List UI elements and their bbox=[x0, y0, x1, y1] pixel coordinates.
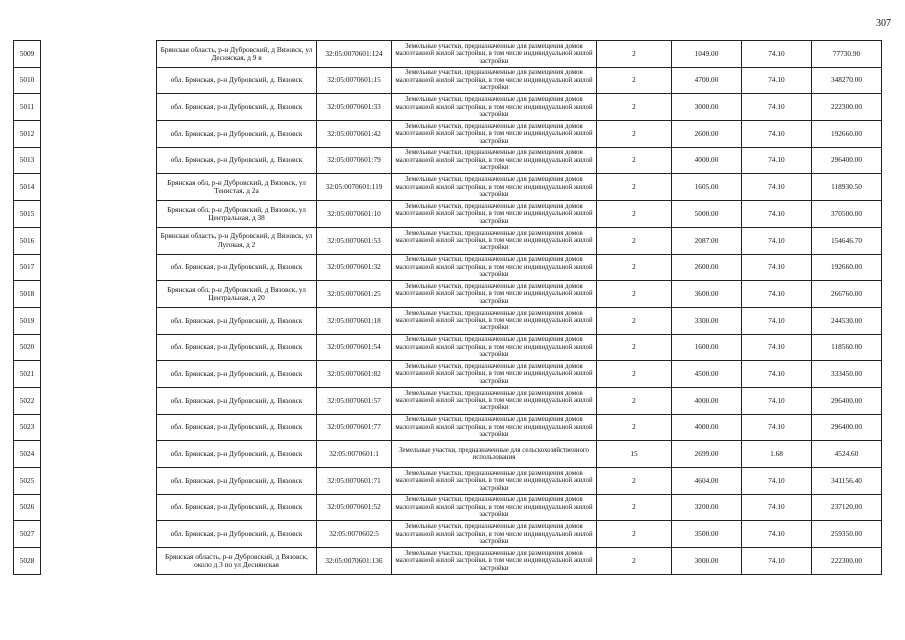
specific-value-cell: 74.10 bbox=[742, 94, 812, 121]
row-number-cell: 5010 bbox=[14, 67, 41, 94]
category-cell: 2 bbox=[597, 121, 672, 148]
cadastral-value-cell: 266760.00 bbox=[812, 281, 882, 308]
cadastral-number-cell: 32:05:0070601:15 bbox=[317, 67, 392, 94]
cadastral-number-cell: 32:05:0070601:33 bbox=[317, 94, 392, 121]
cadastral-number-cell: 32:05:0070602:5 bbox=[317, 521, 392, 548]
table-row bbox=[14, 281, 882, 308]
category-cell: 2 bbox=[597, 387, 672, 414]
cadastral-number-cell: 32:05:0070601:124 bbox=[317, 41, 392, 68]
cadastral-value-cell: 192660.00 bbox=[812, 121, 882, 148]
spacer-cell bbox=[41, 201, 157, 228]
cadastral-value-cell: 296400.00 bbox=[812, 147, 882, 174]
table-row bbox=[14, 521, 882, 548]
category-cell: 15 bbox=[597, 441, 672, 468]
address-cell: обл. Брянская, р-н Дубровский, д. Вязовск bbox=[157, 521, 317, 548]
address-cell: Брянская обл, р-н Дубровский, д Вязовск, ул Центральная, д 38 bbox=[157, 201, 317, 228]
specific-value-cell: 74.10 bbox=[742, 468, 812, 495]
land-use-cell: Земельные участки, предназначенные для размещения домов малоэтажной жилой застройки, в том числе индивидуальной жилой застройки bbox=[392, 201, 597, 228]
row-number-cell: 5012 bbox=[14, 121, 41, 148]
area-cell: 4000.00 bbox=[672, 147, 742, 174]
address-cell: Брянская область, р-н Дубровский, д Вязовск, ул Луговая, д 2 bbox=[157, 227, 317, 254]
land-use-cell: Земельные участки, предназначенные для размещения домов малоэтажной жилой застройки, в том числе индивидуальной жилой застройки bbox=[392, 254, 597, 281]
cadastral-number-cell: 32:05:0070601:77 bbox=[317, 414, 392, 441]
cadastral-number-cell: 32:05:0070601:1 bbox=[317, 441, 392, 468]
row-number-cell: 5026 bbox=[14, 494, 41, 521]
cadastral-number-cell: 32:05:0070601:71 bbox=[317, 468, 392, 495]
cadastral-value-cell: 259350.00 bbox=[812, 521, 882, 548]
spacer-cell bbox=[41, 67, 157, 94]
land-use-cell: Земельные участки, предназначенные для размещения домов малоэтажной жилой застройки, в том числе индивидуальной жилой застройки bbox=[392, 548, 597, 575]
land-use-cell: Земельные участки, предназначенные для размещения домов малоэтажной жилой застройки, в том числе индивидуальной жилой застройки bbox=[392, 227, 597, 254]
cadastral-value-cell: 222300.00 bbox=[812, 548, 882, 575]
address-cell: обл. Брянская, р-н Дубровский, д. Вязовск bbox=[157, 94, 317, 121]
area-cell: 4604.00 bbox=[672, 468, 742, 495]
land-use-cell: Земельные участки, предназначенные для размещения домов малоэтажной жилой застройки, в том числе индивидуальной жилой застройки bbox=[392, 281, 597, 308]
land-use-cell: Земельные участки, предназначенные для сельскохозяйственного использования bbox=[392, 441, 597, 468]
specific-value-cell: 74.10 bbox=[742, 67, 812, 94]
spacer-cell bbox=[41, 334, 157, 361]
row-number-cell: 5018 bbox=[14, 281, 41, 308]
specific-value-cell: 74.10 bbox=[742, 494, 812, 521]
category-cell: 2 bbox=[597, 201, 672, 228]
area-cell: 3600.00 bbox=[672, 281, 742, 308]
address-cell: обл. Брянская, р-н Дубровский, д. Вязовск bbox=[157, 334, 317, 361]
category-cell: 2 bbox=[597, 521, 672, 548]
category-cell: 2 bbox=[597, 361, 672, 388]
cadastral-value-cell: 77730.90 bbox=[812, 41, 882, 68]
category-cell: 2 bbox=[597, 414, 672, 441]
table-row bbox=[14, 387, 882, 414]
address-cell: Брянская обл, р-н Дубровский, д Вязовск, ул Тенистая, д 2а bbox=[157, 174, 317, 201]
row-number-cell: 5009 bbox=[14, 41, 41, 68]
row-number-cell: 5011 bbox=[14, 94, 41, 121]
specific-value-cell: 74.10 bbox=[742, 174, 812, 201]
land-use-cell: Земельные участки, предназначенные для размещения домов малоэтажной жилой застройки, в том числе индивидуальной жилой застройки bbox=[392, 121, 597, 148]
category-cell: 2 bbox=[597, 67, 672, 94]
area-cell: 3300.00 bbox=[672, 307, 742, 334]
table-row bbox=[14, 307, 882, 334]
cadastral-value-cell: 154646.70 bbox=[812, 227, 882, 254]
category-cell: 2 bbox=[597, 307, 672, 334]
category-cell: 2 bbox=[597, 94, 672, 121]
page-number: 307 bbox=[876, 18, 891, 29]
category-cell: 2 bbox=[597, 227, 672, 254]
cadastral-number-cell: 32:05:0070601:10 bbox=[317, 201, 392, 228]
specific-value-cell: 74.10 bbox=[742, 41, 812, 68]
area-cell: 1605.00 bbox=[672, 174, 742, 201]
area-cell: 3000.00 bbox=[672, 548, 742, 575]
specific-value-cell: 74.10 bbox=[742, 254, 812, 281]
specific-value-cell: 74.10 bbox=[742, 121, 812, 148]
table-row bbox=[14, 468, 882, 495]
row-number-cell: 5024 bbox=[14, 441, 41, 468]
area-cell: 1600.00 bbox=[672, 334, 742, 361]
address-cell: Брянская обл, р-н Дубровский, д Вязовск, ул Центральная, д 20 bbox=[157, 281, 317, 308]
address-cell: обл. Брянская, р-н Дубровский, д. Вязовск bbox=[157, 254, 317, 281]
row-number-cell: 5021 bbox=[14, 361, 41, 388]
land-use-cell: Земельные участки, предназначенные для размещения домов малоэтажной жилой застройки, в том числе индивидуальной жилой застройки bbox=[392, 147, 597, 174]
table-row bbox=[14, 334, 882, 361]
address-cell: обл. Брянская, р-н Дубровский, д. Вязовск bbox=[157, 121, 317, 148]
cadastral-value-cell: 192660.00 bbox=[812, 254, 882, 281]
cadastral-number-cell: 32:05:0070601:53 bbox=[317, 227, 392, 254]
area-cell: 2600.00 bbox=[672, 121, 742, 148]
cadastral-value-cell: 296400.00 bbox=[812, 387, 882, 414]
spacer-cell bbox=[41, 94, 157, 121]
land-use-cell: Земельные участки, предназначенные для размещения домов малоэтажной жилой застройки, в том числе индивидуальной жилой застройки bbox=[392, 414, 597, 441]
specific-value-cell: 74.10 bbox=[742, 281, 812, 308]
area-cell: 2087.00 bbox=[672, 227, 742, 254]
spacer-cell bbox=[41, 468, 157, 495]
row-number-cell: 5022 bbox=[14, 387, 41, 414]
cadastral-value-cell: 118930.50 bbox=[812, 174, 882, 201]
table-row bbox=[14, 227, 882, 254]
row-number-cell: 5020 bbox=[14, 334, 41, 361]
row-number-cell: 5027 bbox=[14, 521, 41, 548]
address-cell: обл. Брянская, р-н Дубровский, д. Вязовск bbox=[157, 307, 317, 334]
address-cell: обл. Брянская, р-н Дубровский, д. Вязовск bbox=[157, 414, 317, 441]
table-row bbox=[14, 67, 882, 94]
cadastral-value-table bbox=[13, 40, 882, 575]
area-cell: 2699.00 bbox=[672, 441, 742, 468]
row-number-cell: 5025 bbox=[14, 468, 41, 495]
area-cell: 3500.00 bbox=[672, 521, 742, 548]
spacer-cell bbox=[41, 521, 157, 548]
row-number-cell: 5019 bbox=[14, 307, 41, 334]
cadastral-number-cell: 32:05:0070601:57 bbox=[317, 387, 392, 414]
area-cell: 2600.00 bbox=[672, 254, 742, 281]
table-row bbox=[14, 201, 882, 228]
cadastral-number-cell: 32:05:0070601:52 bbox=[317, 494, 392, 521]
specific-value-cell: 74.10 bbox=[742, 307, 812, 334]
cadastral-number-cell: 32:05:0070601:82 bbox=[317, 361, 392, 388]
spacer-cell bbox=[41, 548, 157, 575]
table-row bbox=[14, 414, 882, 441]
area-cell: 1049.00 bbox=[672, 41, 742, 68]
spacer-cell bbox=[41, 414, 157, 441]
table-row bbox=[14, 121, 882, 148]
address-cell: обл. Брянская, р-н Дубровский, д. Вязовск bbox=[157, 441, 317, 468]
spacer-cell bbox=[41, 307, 157, 334]
area-cell: 4000.00 bbox=[672, 387, 742, 414]
specific-value-cell: 74.10 bbox=[742, 548, 812, 575]
spacer-cell bbox=[41, 494, 157, 521]
area-cell: 5000.00 bbox=[672, 201, 742, 228]
cadastral-value-cell: 222300.00 bbox=[812, 94, 882, 121]
table-row bbox=[14, 361, 882, 388]
cadastral-number-cell: 32:05:0070601:25 bbox=[317, 281, 392, 308]
area-cell: 3000.00 bbox=[672, 94, 742, 121]
cadastral-value-cell: 118560.00 bbox=[812, 334, 882, 361]
spacer-cell bbox=[41, 227, 157, 254]
cadastral-number-cell: 32:05:0070601:18 bbox=[317, 307, 392, 334]
row-number-cell: 5016 bbox=[14, 227, 41, 254]
spacer-cell bbox=[41, 387, 157, 414]
cadastral-value-cell: 370500.00 bbox=[812, 201, 882, 228]
specific-value-cell: 74.10 bbox=[742, 414, 812, 441]
address-cell: Брянская область, р-н Дубровский, д Вязовск, около д 3 по ул Деснянская bbox=[157, 548, 317, 575]
category-cell: 2 bbox=[597, 334, 672, 361]
address-cell: обл. Брянская, р-н Дубровский, д. Вязовск bbox=[157, 494, 317, 521]
cadastral-value-cell: 333450.00 bbox=[812, 361, 882, 388]
cadastral-number-cell: 32:05:0070601:42 bbox=[317, 121, 392, 148]
land-use-cell: Земельные участки, предназначенные для размещения домов малоэтажной жилой застройки, в том числе индивидуальной жилой застройки bbox=[392, 387, 597, 414]
specific-value-cell: 74.10 bbox=[742, 147, 812, 174]
area-cell: 3200.00 bbox=[672, 494, 742, 521]
table-row bbox=[14, 441, 882, 468]
spacer-cell bbox=[41, 361, 157, 388]
land-use-cell: Земельные участки, предназначенные для размещения домов малоэтажной жилой застройки, в том числе индивидуальной жилой застройки bbox=[392, 174, 597, 201]
row-number-cell: 5014 bbox=[14, 174, 41, 201]
spacer-cell bbox=[41, 147, 157, 174]
specific-value-cell: 74.10 bbox=[742, 521, 812, 548]
table-row bbox=[14, 494, 882, 521]
table-row bbox=[14, 548, 882, 575]
cadastral-value-cell: 244530.00 bbox=[812, 307, 882, 334]
cadastral-value-cell: 4524.60 bbox=[812, 441, 882, 468]
cadastral-number-cell: 32:05:0070601:54 bbox=[317, 334, 392, 361]
cadastral-value-cell: 296400.00 bbox=[812, 414, 882, 441]
land-use-cell: Земельные участки, предназначенные для размещения домов малоэтажной жилой застройки, в том числе индивидуальной жилой застройки bbox=[392, 94, 597, 121]
land-use-cell: Земельные участки, предназначенные для размещения домов малоэтажной жилой застройки, в том числе индивидуальной жилой застройки bbox=[392, 41, 597, 68]
address-cell: обл. Брянская, р-н Дубровский, д. Вязовск bbox=[157, 387, 317, 414]
specific-value-cell: 1.68 bbox=[742, 441, 812, 468]
specific-value-cell: 74.10 bbox=[742, 227, 812, 254]
land-use-cell: Земельные участки, предназначенные для размещения домов малоэтажной жилой застройки, в том числе индивидуальной жилой застройки bbox=[392, 67, 597, 94]
spacer-cell bbox=[41, 41, 157, 68]
category-cell: 2 bbox=[597, 41, 672, 68]
spacer-cell bbox=[41, 441, 157, 468]
land-use-cell: Земельные участки, предназначенные для размещения домов малоэтажной жилой застройки, в том числе индивидуальной жилой застройки bbox=[392, 307, 597, 334]
area-cell: 4500.00 bbox=[672, 361, 742, 388]
address-cell: Брянская область, р-н Дубровский, д Вязовск, ул Десняская, д 9 в bbox=[157, 41, 317, 68]
row-number-cell: 5028 bbox=[14, 548, 41, 575]
spacer-cell bbox=[41, 174, 157, 201]
specific-value-cell: 74.10 bbox=[742, 361, 812, 388]
cadastral-value-cell: 237120.00 bbox=[812, 494, 882, 521]
category-cell: 2 bbox=[597, 468, 672, 495]
address-cell: обл. Брянская, р-н Дубровский, д. Вязовск bbox=[157, 147, 317, 174]
specific-value-cell: 74.10 bbox=[742, 334, 812, 361]
address-cell: обл. Брянская, р-н Дубровский, д. Вязовск bbox=[157, 361, 317, 388]
specific-value-cell: 74.10 bbox=[742, 201, 812, 228]
row-number-cell: 5015 bbox=[14, 201, 41, 228]
land-use-cell: Земельные участки, предназначенные для размещения домов малоэтажной жилой застройки, в том числе индивидуальной жилой застройки bbox=[392, 494, 597, 521]
land-use-cell: Земельные участки, предназначенные для размещения домов малоэтажной жилой застройки, в том числе индивидуальной жилой застройки bbox=[392, 334, 597, 361]
table-row bbox=[14, 147, 882, 174]
table-row bbox=[14, 41, 882, 68]
category-cell: 2 bbox=[597, 174, 672, 201]
row-number-cell: 5017 bbox=[14, 254, 41, 281]
cadastral-number-cell: 32:05:0070601:119 bbox=[317, 174, 392, 201]
category-cell: 2 bbox=[597, 281, 672, 308]
address-cell: обл. Брянская, р-н Дубровский, д. Вязовск bbox=[157, 67, 317, 94]
cadastral-value-cell: 348270.00 bbox=[812, 67, 882, 94]
table-row bbox=[14, 94, 882, 121]
category-cell: 2 bbox=[597, 254, 672, 281]
land-use-cell: Земельные участки, предназначенные для размещения домов малоэтажной жилой застройки, в том числе индивидуальной жилой застройки bbox=[392, 468, 597, 495]
cadastral-number-cell: 32:05:0070601:136 bbox=[317, 548, 392, 575]
specific-value-cell: 74.10 bbox=[742, 387, 812, 414]
address-cell: обл. Брянская, р-н Дубровский, д. Вязовск bbox=[157, 468, 317, 495]
area-cell: 4700.00 bbox=[672, 67, 742, 94]
spacer-cell bbox=[41, 281, 157, 308]
table-row bbox=[14, 254, 882, 281]
cadastral-number-cell: 32:05:0070601:32 bbox=[317, 254, 392, 281]
land-use-cell: Земельные участки, предназначенные для размещения домов малоэтажной жилой застройки, в том числе индивидуальной жилой застройки bbox=[392, 361, 597, 388]
area-cell: 4000.00 bbox=[672, 414, 742, 441]
table-row bbox=[14, 174, 882, 201]
category-cell: 2 bbox=[597, 494, 672, 521]
land-use-cell: Земельные участки, предназначенные для размещения домов малоэтажной жилой застройки, в том числе индивидуальной жилой застройки bbox=[392, 521, 597, 548]
row-number-cell: 5023 bbox=[14, 414, 41, 441]
category-cell: 2 bbox=[597, 548, 672, 575]
row-number-cell: 5013 bbox=[14, 147, 41, 174]
spacer-cell bbox=[41, 121, 157, 148]
cadastral-value-cell: 341156.40 bbox=[812, 468, 882, 495]
category-cell: 2 bbox=[597, 147, 672, 174]
cadastral-number-cell: 32:05:0070601:79 bbox=[317, 147, 392, 174]
spacer-cell bbox=[41, 254, 157, 281]
